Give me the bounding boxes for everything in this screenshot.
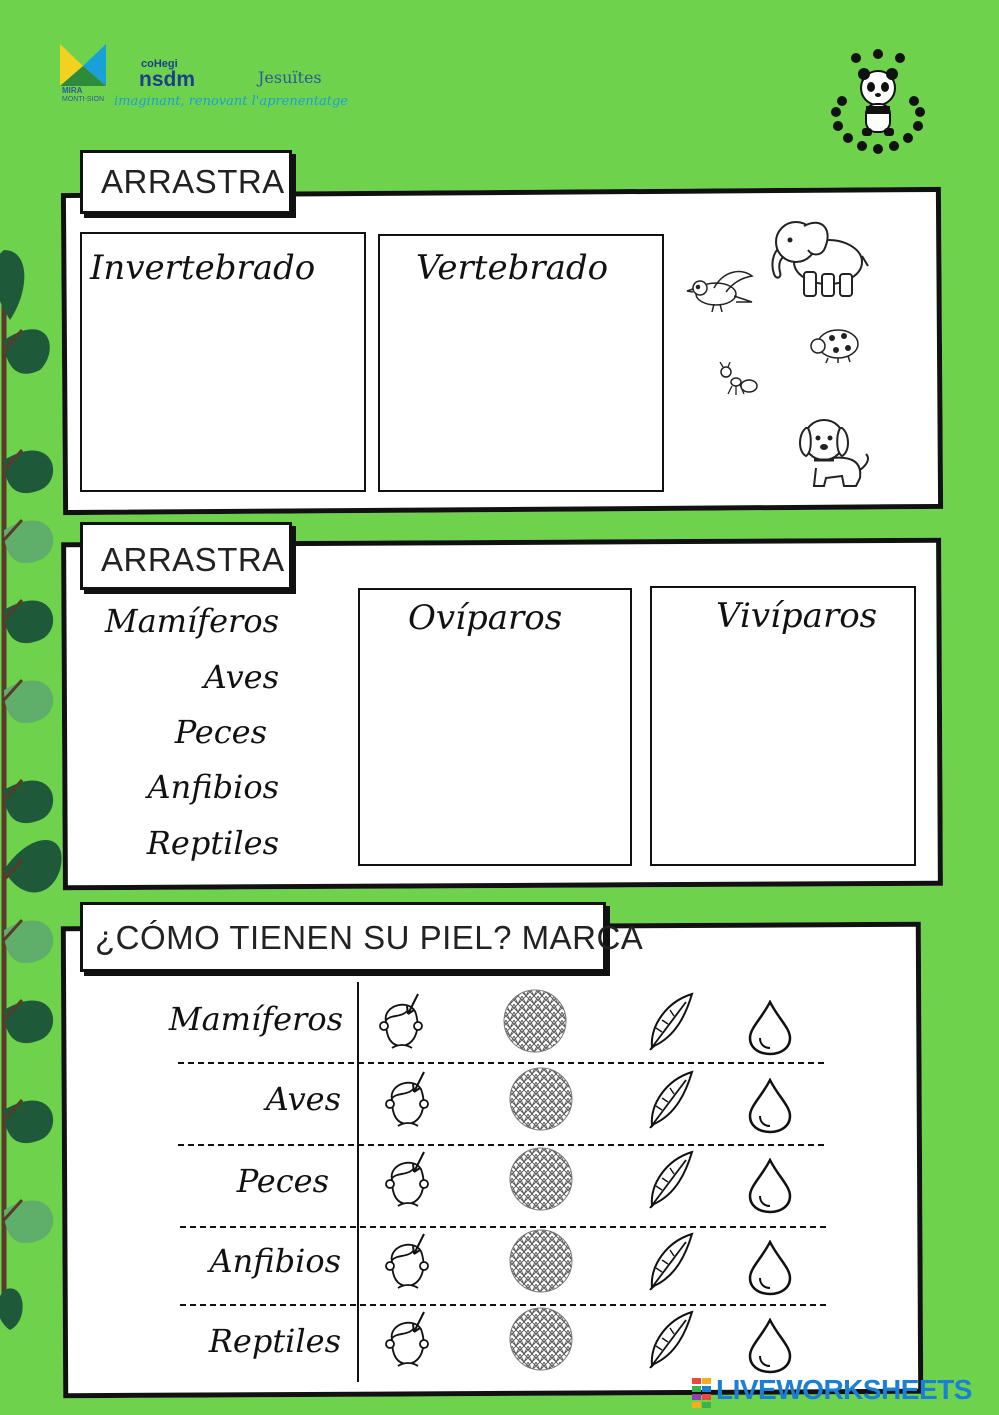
- bird-icon[interactable]: [686, 266, 756, 316]
- feather-icon[interactable]: [646, 1070, 696, 1134]
- liveworksheets-brand: LIVEWORKSHEETS: [716, 1374, 972, 1405]
- live-cubes-icon: [692, 1378, 712, 1408]
- table-divider: [357, 982, 359, 1382]
- drop-icon[interactable]: [748, 1318, 792, 1378]
- row-label-aves: Aves: [265, 1080, 341, 1118]
- mira-logo-icon: [60, 44, 106, 86]
- drop-icon[interactable]: [748, 1000, 792, 1060]
- scales-icon[interactable]: [508, 1228, 574, 1298]
- row-label-mamiferos: Mamíferos: [168, 1000, 343, 1038]
- section3-title: ¿CÓMO TIENEN SU PIEL? MARCA: [80, 902, 606, 972]
- oviparos-dropzone[interactable]: [358, 588, 632, 866]
- hair-icon[interactable]: [372, 992, 432, 1056]
- hair-icon[interactable]: [378, 1310, 438, 1374]
- section3-panel: [61, 922, 923, 1398]
- monti-sion-label: MONTI-SION: [62, 96, 104, 103]
- row-label-anfibios: Anfibios: [209, 1242, 341, 1280]
- dog-icon[interactable]: [796, 412, 872, 490]
- oviparos-label: Ovíparos: [408, 598, 563, 638]
- word-mamiferos[interactable]: Mamíferos: [104, 602, 279, 640]
- scales-icon[interactable]: [508, 1066, 574, 1136]
- tagline-label: imaginant, renovant l'aprenentatge: [114, 94, 348, 109]
- scales-icon[interactable]: [508, 1146, 574, 1216]
- ant-icon[interactable]: [718, 362, 758, 398]
- row-separator: [180, 1226, 826, 1228]
- drop-icon[interactable]: [748, 1240, 792, 1300]
- scales-icon[interactable]: [502, 988, 568, 1058]
- section1-title: ARRASTRA: [80, 150, 292, 214]
- word-aves[interactable]: Aves: [203, 658, 279, 696]
- row-label-reptiles: Reptiles: [208, 1322, 341, 1360]
- word-anfibios[interactable]: Anfibios: [147, 768, 279, 806]
- vertebrado-label: Vertebrado: [416, 248, 609, 288]
- hair-icon[interactable]: [378, 1232, 438, 1296]
- row-separator: [180, 1304, 826, 1306]
- viviparos-dropzone[interactable]: [650, 586, 916, 866]
- elephant-icon[interactable]: [764, 216, 870, 302]
- row-separator: [178, 1144, 824, 1146]
- ladybug-icon[interactable]: [808, 326, 862, 364]
- liveworksheets-watermark: [692, 1374, 992, 1410]
- feather-icon[interactable]: [646, 1150, 696, 1214]
- mira-label: MIRA: [62, 86, 83, 95]
- feather-icon[interactable]: [646, 992, 696, 1056]
- hair-icon[interactable]: [378, 1150, 438, 1214]
- section2-title: ARRASTRA: [80, 522, 292, 590]
- vertebrado-dropzone[interactable]: [378, 234, 664, 492]
- row-separator: [178, 1062, 824, 1064]
- invertebrado-label: Invertebrado: [90, 248, 316, 288]
- drop-icon[interactable]: [748, 1158, 792, 1218]
- viviparos-label: Vivíparos: [716, 596, 878, 636]
- panda-logo-icon: [822, 46, 934, 156]
- vine-decoration: [0, 230, 70, 1330]
- school-logos: [58, 44, 358, 114]
- jesuites-label: Jesuïtes: [258, 68, 322, 87]
- nsdm-label: nsdm: [139, 68, 196, 91]
- word-peces[interactable]: Peces: [174, 713, 267, 751]
- feather-icon[interactable]: [646, 1310, 696, 1374]
- feather-icon[interactable]: [646, 1232, 696, 1296]
- row-label-peces: Peces: [236, 1162, 329, 1200]
- invertebrado-dropzone[interactable]: [80, 232, 366, 492]
- word-reptiles[interactable]: Reptiles: [146, 824, 279, 862]
- col-legi-label: coHegi: [141, 58, 178, 70]
- drop-icon[interactable]: [748, 1078, 792, 1138]
- hair-icon[interactable]: [378, 1070, 438, 1134]
- scales-icon[interactable]: [508, 1306, 574, 1376]
